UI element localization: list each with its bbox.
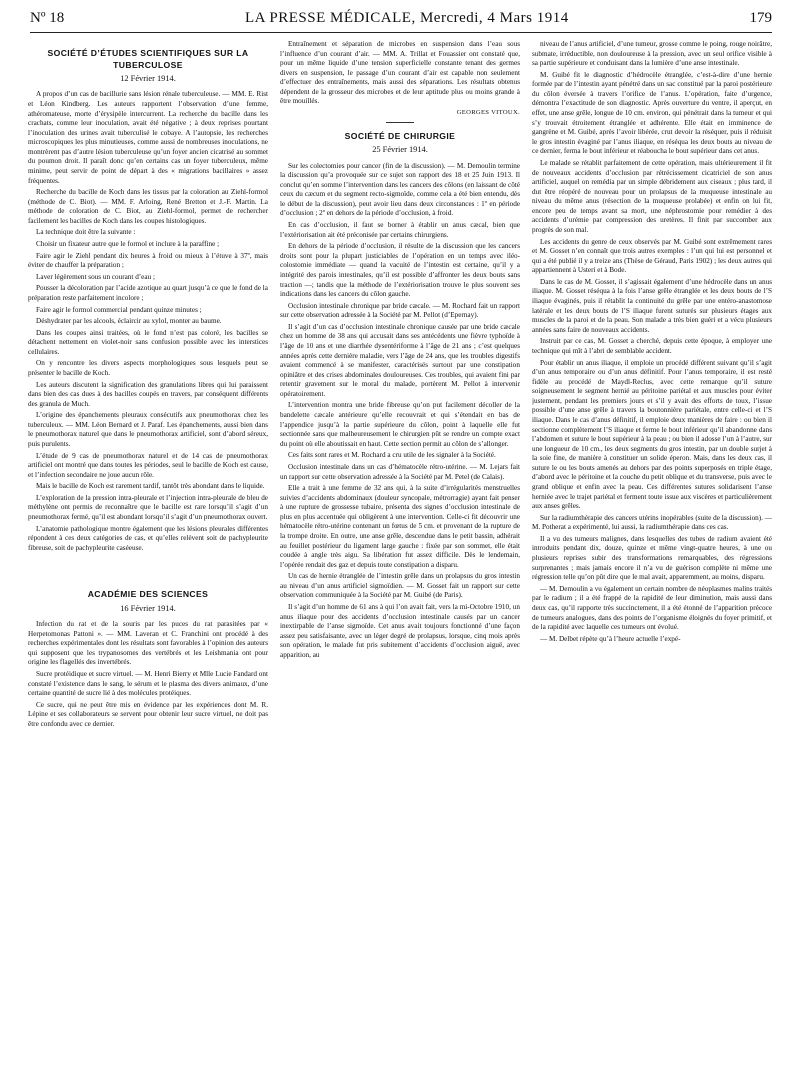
paragraph: Faire agir le formol commercial pendant quinze minutes ; [36, 305, 202, 314]
paragraph: On y rencontre les divers aspects morphologiques sous lesquels peut se présenter le bacille de Koch. [28, 359, 268, 377]
paragraph: Infection du rat et de la souris par les puces du rat parasitées par « Herpetomonas Pattoni ». — MM. Laveran et C. Franchini ont procédé à des recherches expérimentales dont les résultats sont favorables à l’opinion des auteurs qui supposent que les trypanosomes des vertébrés et les Leishmania ont pour origine les flagellés des invertébrés. [28, 620, 268, 667]
paragraph: — M. Demoulin a vu également un certain nombre de néoplasmes malins traités par le radium ; il a été frappé de la rapidité de leur diminution, mais aussi dans deux cas, qu’il rapporte très succinctement, il a été étonné de l’apparition précoce de tumeurs analogues, dans des points de l’organisme éloignés du foyer primitif, et de la rapidité avec laquelle ces tumeurs ont évolué. [532, 584, 772, 632]
paragraph: Entraînement et séparation de microbes en suspension dans l’eau sous l’influence d’un courant d’air. — MM. A. Trillat et Fouassier ont constaté que, pour un même liquide d’une tension superficielle constante tenant des germes divers en suspension, le passage d’un courant d’air est capable non seulement d’effectuer des entraînements, mais aussi des séparations. Les résultats obtenus dépendent de la grosseur des microbes et de leur aptitude plus ou moins grande à être mouillés. [280, 40, 520, 106]
paragraph: Pour établir un anus iliaque, il emploie un procédé différent suivant qu’il s’agit d’un anus temporaire ou d’un anus définitif. Pour l’anus temporaire, il est resté fidèle au procédé de Maydl-Reclus, avec cette remarque qu’il suture soigneusement le segment hernié au péritoine pariétal et aux muscles pour éviter justement, pendant les premiers jours et s’il y avait des efforts de toux, l’issue possible d’une anse grêle à travers la boutonnière pariétale, entre celle-ci et l’S iliaque. Dans le cas d’anus définitif, il emploie deux manières de faire : ou bien il sectionne complètement l’S iliaque et ferme le bout inférieur qu’il abandonne dans l’abdomen et suture le bout supérieur à la peau ; ou bien il adosse l’un à l’autre, sur une longueur de 10 cm., les deux segments du gros intestin, par un double surjet à la soie fine, de manière à constituer un solide éperon. Mais, dans les deux cas, il suture le ou les bouts amenés au dehors par des points superposés en triple étage, d’abord avec le péritoine et la couche du petit oblique et du transverse, puis avec le grand oblique et enfin avec la peau. Ces différentes sutures solidarisent l’anse herniée avec le trajet pariétal et ferment toute issue aux viscères et particulièrement aux anses grêles. [532, 358, 772, 511]
paragraph: L’origine des épanchements pleuraux consécutifs aux pneumothorax chez les tuberculeux. — MM. Léon Bernard et J. Paraf. Les épanchements, aussi bien dans le pneumothorax naturel que dans le pneumothorax artificiel, sont d’abord séreux, puis purulents. [28, 411, 268, 449]
paragraph: Pousser la décoloration par l’acide azotique au quart jusqu’à ce que le fond de la préparation reste parfaitement incolore ; [28, 284, 268, 302]
journal-title: LA PRESSE MÉDICALE, Mercredi, 4 Mars 1914 [244, 10, 569, 26]
paragraph: Occlusion intestinale chronique par bride cæcale. — M. Rochard fait un rapport sur cette observation adressée à la Société par M. Pellot (d’Epernay). [280, 301, 520, 320]
divider [386, 122, 414, 123]
section-title: SOCIÉTÉ D’ÉTUDES SCIENTIFIQUES SUR LA TUBERCULOSE [47, 48, 249, 70]
paragraph: Les accidents du genre de ceux observés par M. Guibé sont extrêmement rares et M. Gosset n’en connaît que trois autres exemples : l’un qui lui est personnel et qui a été publié il y a treize ans (Thèse de Géraud, Paris 1902) ; les deux autres qui appartiennent à Usteri et à Bode. [532, 237, 772, 275]
paragraph: Occlusion intestinale dans un cas d’hématocèle rétro-utérine. — M. Lejars fait un rapport sur cette observation adressée à la Société par M. Petel (de Calais). [280, 462, 520, 481]
paragraph: L’anatomie pathologique montre également que les lésions pleurales différentes répondent à ces deux catégories de cas, et qu’elles relèvent soit de pachypleurite fibreuse, soit de pachypleurite caséeuse. [28, 524, 268, 552]
section-title: ACADÉMIE DES SCIENCES [87, 589, 209, 600]
section-date: 16 Février 1914. [120, 603, 176, 613]
author-signature: GEORGES VITOUX. [456, 109, 520, 117]
paragraph: Instruit par ce cas, M. Gosset a cherché, depuis cette époque, à employer une technique qui mît à l’abri de semblable accident. [532, 337, 772, 355]
paragraph: Le malade se rétablit parfaitement de cette opération, mais ultérieurement il fit de nouveaux accidents d’occlusion par rétrécissement cicatriciel de son anus artificiel, auquel on remédia par un simple débridement aux ciseaux ; plus tard, il dut être réopéré de nouveau pour un prolapsus de la muqueuse intestinale au niveau du même anus (résection de la muqueuse prolabée) et enfin on lui fit, encore peu de temps avant sa mort, une néphrostomie pour remédier à des accidents d’urémie par compression des uretères. Il finit par succomber aux progrès de son mal. [532, 158, 772, 234]
page-header [30, 10, 772, 33]
paragraph: Sur les colectomies pour cancer (fin de la discussion). — M. Demoulin termine la discussion qu’a provoquée sur ce sujet son rapport des 18 et 25 Juin 1913. Il conclut qu’en somme l’intervention dans les cancers des côlons (en laissant de côté ceux du cæcum et du segment recto-sigmoïde, comme cela a été bien entendu, dès le début de la discussion), peut avoir lieu dans deux circonstances : 1º en période d’occlusion ; 2º en dehors de la période d’occlusion, à froid. [280, 161, 520, 218]
section-title: SOCIÉTÉ DE CHIRURGIE [344, 130, 456, 141]
column-2 [280, 40, 520, 1078]
paragraph: Elle a trait à une femme de 32 ans qui, à la suite d’irrégularités menstruelles suivies d’accidents abdominaux (douleur syncopale, métrorragie) ayant fait penser à une rupture de grossesse tubaire, présenta des signes d’occlusion intestinale de plus en plus accentuée qui obligèrent à une intervention. Celle-ci fit découvrir une hématocèle rétro-utérine contenant un fœtus de 5 cm. et provenant de la rupture de la trompe droite. En outre, une anse grêle, descendue dans le petit bassin, adhérait au feuillet postérieur du ligament large gauche : fixée par son sommet, elle était coudée à angle très aigu. Sa libération fut assez difficile. Dès le lendemain, l’opérée rendait des gaz et depuis toute constipation a disparu. [280, 484, 520, 569]
paragraph: Laver légèrement sous un courant d’eau ; [36, 272, 155, 281]
spacer [28, 555, 268, 581]
paragraph: La technique doit être la suivante : [36, 228, 136, 237]
paragraph: L’étude de 9 cas de pneumothorax naturel et de 14 cas de pneumothorax artificiel ont montré que dans toutes les périodes, seul le bacille de Koch est cause, et l’infection secondaire ne joue aucun rôle. [28, 451, 268, 479]
paragraph: Ces faits sont rares et M. Rochard a cru utile de les signaler à la Société. [288, 451, 496, 460]
column-3 [532, 40, 772, 1078]
paragraph: L’intervention montra une bride fibreuse qu’on put facilement décoller de la bandelette cæcale antérieure qu’elle recouvrait et qui s’étendait en bas de l’appendice jusqu’à la partie supérieure du côlon, point à laquelle elle fut sectionnée sans que malheureusement le chirurgien pût se rendre un compte exact du point où elle aboutissait en haut. Cette section permit au côlon de s’allonger. [280, 401, 520, 448]
paragraph: Il s’agit d’un cas d’occlusion intestinale chronique causée par une bride cæcale chez un homme de 38 ans qui accusait dans ses antécédents une fièvre typhoïde à l’âge de 10 ans et une diarrhée dysentériforme à l’âge de 21 ans ; c’est quelques années après cette dernière maladie, vers l’âge de 24 ans, que les troubles digestifs avaient commencé à se manifester, caractérisés surtout par une constipation opiniâtre et des crises abdominales douloureuses. Ces troubles, qui avaient fini par retentir gravement sur le moral du malade, portèrent M. Pellot à intervenir opératoirement. [280, 322, 520, 398]
paragraph: Recherche du bacille de Koch dans les tissus par la coloration au Ziehl-formol (méthode de C. Biot). — MM. F. Arloing, René Bretton et J.-F. Martin. La méthode de coloration de C. Biot, au Ziehl-formol, permet de rechercher facilement les bacilles de Koch dans les coupes histologiques. [28, 188, 268, 225]
paragraph: Ce sucre, qui ne peut être mis en évidence par les expériences dont M. R. Lépine et ses collaborateurs se servent pour obtenir leur sucre virtuel, ne doit pas être confondu avec ce dernier. [28, 700, 268, 728]
paragraph: En dehors de la période d’occlusion, il résulte de la discussion que les cancers droits sont pour la plupart justiciables de l’opération en un temps avec iléo-colostomie immédiate — quand la vacuité de l’intestin est certaine, qu’il y a intégrité des parois intestinales, qu’il est possible d’affronter les deux bouts sans traction —; tandis que la méthode de l’extériorisation trouve le plus souvent ses indications dans les cancers du côlon gauche. [280, 242, 520, 299]
paragraph: Mais le bacille de Koch est rarement tardif, tantôt très abondant dans le liquide. [36, 482, 265, 491]
paragraph: — M. Delbet répète qu’à l’heure actuelle l’expé- [540, 634, 681, 643]
paragraph: Il a vu des tumeurs malignes, dans lesquelles des tubes de radium avaient été introduits pendant dix, douze, quinze et même vingt-quatre heures, à une ou plusieurs reprises subir des transformations remarquables, des régressions surprenantes ; mais jamais encore il n’a vu de guérison complète ni même une régression telle qu’on pût dire que le mal avait, apparemment, au moins, disparu. [532, 534, 772, 582]
paragraph: Il s’agit d’un homme de 61 ans à qui l’on avait fait, vers la mi-Octobre 1910, un anus iliaque pour des accidents d’occlusion intestinale causés par un cancer inextirpable de l’anse sigmoïde. Cet anus avait toujours fonctionné d’une façon assez peu satisfaisante, avec un léger degré de prolapsus, lorsque, cinq mois après son opération, le malade fut pris subitement d’accidents d’occlusion aiguë, avec apparition, au [280, 603, 520, 659]
paragraph: A propos d’un cas de bacillurie sans lésion rénale tuberculeuse. — MM. E. Rist et Léon Kindberg. Les auteurs rapportent l’observation d’une femme, athéromateuse, morte d’érysipèle intercurrent. La recherche du bacille dans les crachats, comme leur inoculation, avait été négative ; à deux reprises pourtant l’inoculation des urines avait tuberculisé le cobaye. A l’autopsie, les recherches microscopiques les plus minutieuses, comme aussi de nombreuses inoculations, ne montrèrent pas d’autre lésion tuberculeuse qu’un foyer ancien cicatrisé au sommet du poumon droit. Il paraît donc qu’en certains cas un foyer tuberculeux, même minime, peut servir de point de départ à des « migrations bacillaires » assez fréquentes. [28, 90, 268, 185]
paragraph: Choisir un fixateur autre que le formol et inclure à la paraffine ; [36, 240, 220, 249]
section-date: 12 Février 1914. [120, 74, 176, 84]
issue-number: Nº 18 [30, 10, 65, 26]
section-date: 25 Février 1914. [372, 145, 428, 155]
paragraph: Les auteurs discutent la signification des granulations libres qui lui paraissent dans bien des cas dues à des bacilles coupés en travers, par conséquent différents des granula de Much. [28, 380, 268, 408]
page-number: 179 [749, 10, 772, 26]
paragraph: Faire agir le Ziehl pendant dix heures à froid ou mieux à l’étuve à 37º, mais éviter de chauffer la préparation ; [28, 251, 268, 270]
paragraph: niveau de l’anus artificiel, d’une tumeur, grosse comme le poing, rouge noirâtre, submate, irréductible, non douloureuse à la pression, avec un seul orifice visible à sa partie supérieure et conduisant dans la lumière d’une anse intestinale. [532, 40, 772, 68]
column-1 [28, 40, 268, 1078]
paragraph: L’exploration de la pression intra-pleurale et l’injection intra-pleurale de bleu de méthylène ont permis de reconnaître que le bacille est rare lorsqu’il s’agit d’un pneumothorax fermé, qu’il est abondant lorsqu’il s’agit d’un pneumothorax ouvert. [28, 493, 268, 522]
paragraph: Dans le cas de M. Gosset, il s’agissait également d’une hédrocèle dans un anus iliaque. M. Gosset réséqua à la fois l’anse grêle étranglée et les deux bouts de l’S iliaque évaginés, puis il rétablit la continuité du grêle par une entéro-anastomose latérale et les deux bouts de l’S iliaque furent suturés sur plusieurs étages aux muscles de la paroi et de la peau. Son malade a très bien guéri et a vécu plusieurs années sans faire de nouveaux accidents. [532, 277, 772, 334]
paragraph: Un cas de hernie étranglée de l’intestin grêle dans un prolapsus du gros intestin au niveau d’un anus artificiel sigmoïdien. — M. Gosset fait un rapport sur cette observation communiquée à la Société par M. Guibé (de Paris). [280, 572, 520, 600]
paragraph: Dans les coupes ainsi traitées, où le fond n’est pas coloré, les bacilles se détachent nettement en violet-noir sans confusion possible avec les interstices cellulaires. [28, 328, 268, 356]
paragraph: Sucre protéidique et sucre virtuel. — M. Henri Bierry et Mlle Lucie Fandard ont constaté l’existence dans le sang, le sérum et le plasma des divers animaux, d’une certaine quantité de sucre lié à des molécules protéiques. [28, 670, 268, 698]
article-columns [28, 40, 772, 1078]
paragraph: En cas d’occlusion, il faut se borner à établir un anus cæcal, bien que l’extériorisation ait été préconisée par certains chirurgiens. [280, 221, 520, 239]
paragraph: M. Guibé fit le diagnostic d’hédrocèle étranglée, c’est-à-dire d’une hernie formée par de l’intestin ayant pénétré dans un sac constitué par la paroi postérieure du côlon éversée à travers l’orifice de l’anus. L’opération, faite d’urgence, démontra l’exactitude de son diagnostic. Après ouverture du ventre, il aperçut, en effet, une anse grêle, longue de 10 cm. environ, qui pénétrait dans la tumeur et qui s’y trouvait étroitement étranglée et adhérente. Elle était en imminence de gangrène et M. Guibé, après l’avoir libérée, crut devoir la réséquer, puis il réduisit le gros intestin évaginé par l’anus iliaque, en réséqua les deux bouts au niveau de ce dernier, ferma le bout inférieur et réaboucha le bout supérieur dans cet anus. [532, 70, 772, 156]
paragraph: Sur la radiumthérapie des cancers utérins inopérables (suite de la discussion). — M. Potherat a expérimenté, lui aussi, la radiumthérapie dans ces cas. [532, 513, 772, 532]
paragraph: Déshydrater par les alcools, éclaircir au xylol, monter au baume. [36, 317, 222, 326]
